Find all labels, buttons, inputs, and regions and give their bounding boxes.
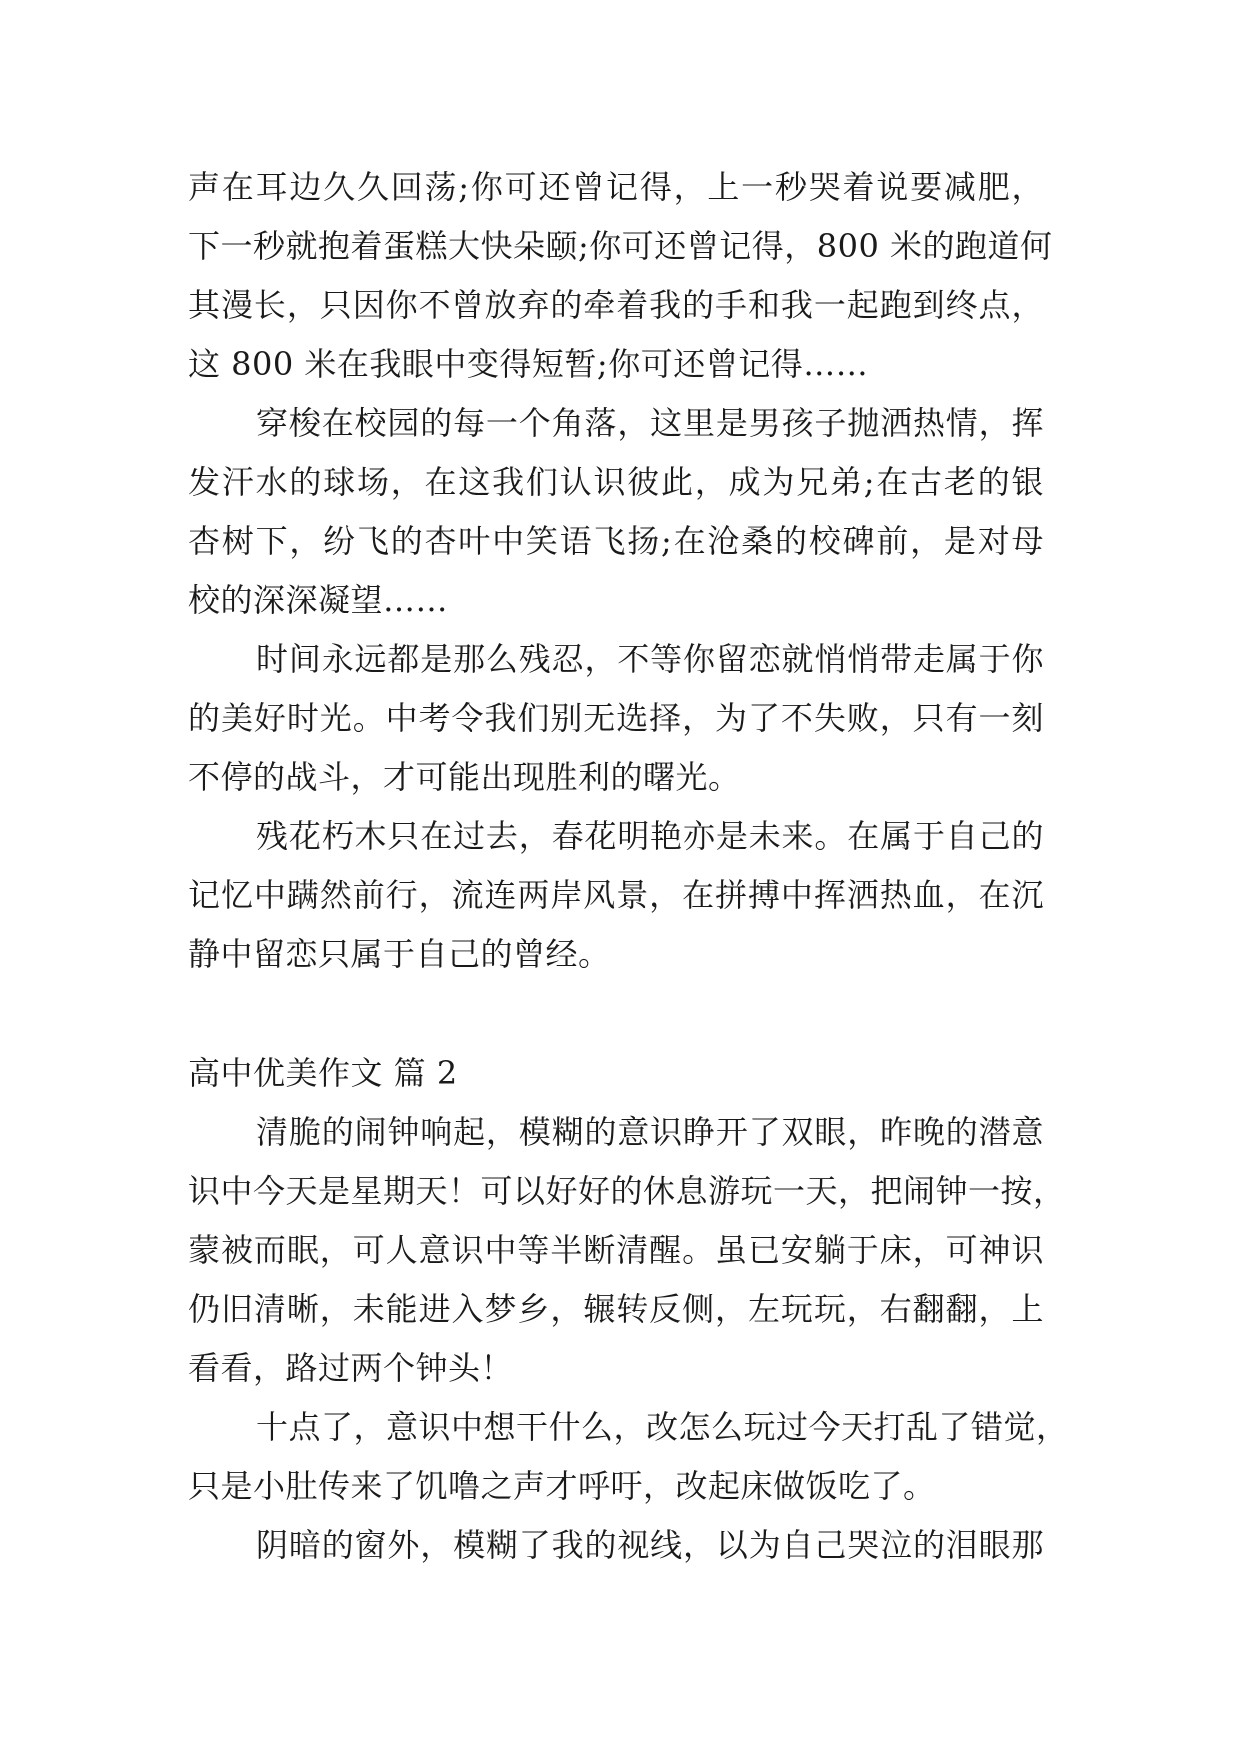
section-heading: 高中优美作文 篇 2 (188, 1054, 458, 1092)
paragraph-2 (188, 394, 1044, 630)
paragraph-line: 声在耳边久久回荡;你可还曾记得，上一秒哭着说要减肥， (188, 168, 1044, 206)
paragraph-line: 仍旧清晰，未能进入梦乡，辗转反侧，左玩玩，右翻翻，上 (188, 1290, 1044, 1328)
paragraph-line: 阴暗的窗外，模糊了我的视线，以为自己哭泣的泪眼那 (256, 1526, 1044, 1564)
document-body (188, 158, 1069, 1575)
paragraph-line: 识中今天是星期天！可以好好的休息游玩一天，把闹钟一按， (188, 1172, 1066, 1210)
paragraph-line: 静中留恋只属于自己的曾经。 (188, 935, 611, 973)
paragraph-line: 蒙被而眠，可人意识中等半断清醒。虽已安躺于床，可神识 (188, 1231, 1044, 1269)
paragraph-line: 校的深深凝望…… (188, 581, 449, 619)
paragraph-3 (188, 630, 1044, 807)
paragraph-7 (188, 1516, 1044, 1575)
paragraph-line: 只是小肚传来了饥噜之声才呼吁，改起床做饭吃了。 (188, 1467, 936, 1505)
paragraph-line: 残花朽木只在过去，春花明艳亦是未来。在属于自己的 (256, 817, 1044, 855)
paragraph-line: 穿梭在校园的每一个角落，这里是男孩子抛洒热情，挥 (256, 404, 1044, 442)
paragraph-line: 其漫长，只因你不曾放弃的牵着我的手和我一起跑到终点， (188, 286, 1044, 324)
paragraph-line: 记忆中蹒然前行，流连两岸风景，在拼搏中挥洒热血，在沉 (188, 876, 1044, 914)
paragraph-line: 十点了，意识中想干什么，改怎么玩过今天打乱了错觉， (256, 1408, 1069, 1446)
paragraph-line: 看看，路过两个钟头！ (188, 1349, 514, 1387)
paragraph-line: 下一秒就抱着蛋糕大快朵颐;你可还曾记得，800 米的跑道何 (188, 227, 1053, 265)
paragraph-line: 发汗水的球场，在这我们认识彼此，成为兄弟;在古老的银 (188, 463, 1044, 501)
section-spacer (188, 984, 1044, 1044)
paragraph-4 (188, 807, 1044, 984)
paragraph-line: 清脆的闹钟响起，模糊的意识睁开了双眼，昨晚的潜意 (256, 1113, 1044, 1151)
paragraph-line: 这 800 米在我眼中变得短暂;你可还曾记得…… (188, 345, 869, 383)
paragraph-line: 杏树下，纷飞的杏叶中笑语飞扬;在沧桑的校碑前，是对母 (188, 522, 1044, 560)
paragraph-1 (188, 158, 1053, 394)
paragraph-5 (188, 1103, 1066, 1398)
paragraph-line: 时间永远都是那么残忍，不等你留恋就悄悄带走属于你 (256, 640, 1044, 678)
paragraph-line: 的美好时光。中考令我们别无选择，为了不失败，只有一刻 (188, 699, 1044, 737)
paragraph-6 (188, 1398, 1069, 1516)
paragraph-line: 不停的战斗，才可能出现胜利的曙光。 (188, 758, 741, 796)
